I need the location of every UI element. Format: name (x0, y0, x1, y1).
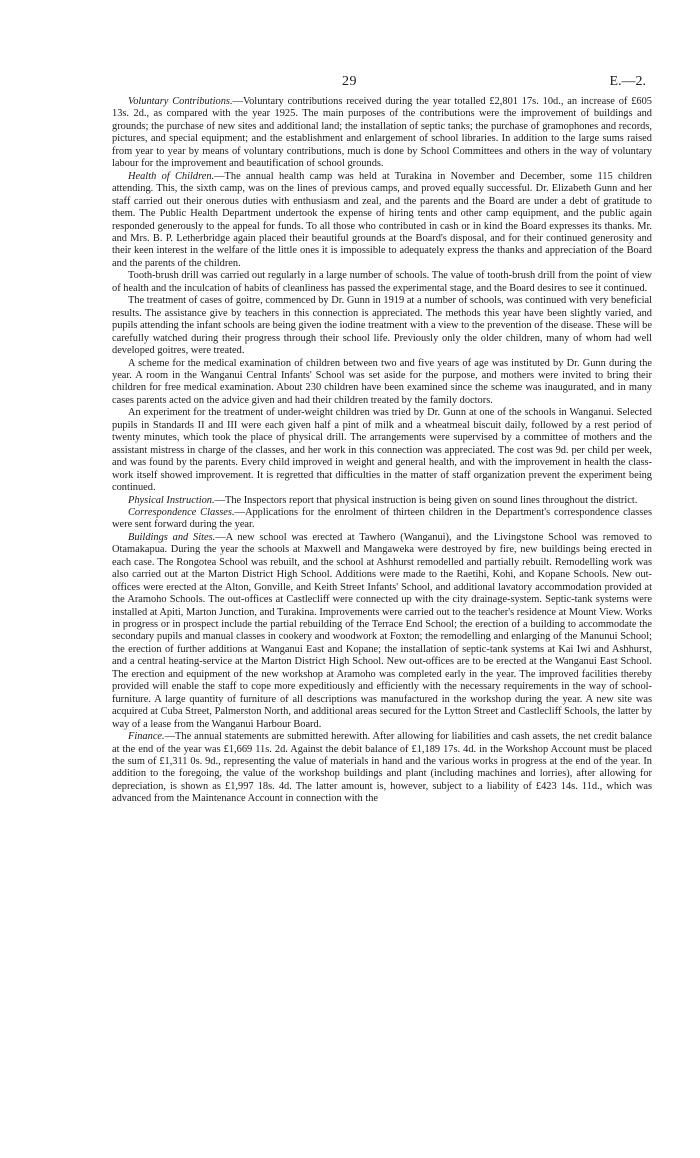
page-number: 29 (342, 74, 357, 89)
paragraph-tooth-brush-drill (112, 270, 652, 295)
paragraph-text: The treatment of cases of goitre, commenced by Dr. Gunn in 1919 at a number of schools, was continued with very beneficial results. The assistance give by teachers in this connection is appreciated. The methods this year have been slightly varied, and pupils attending the infant schools are being given the iodine treatment with a view to the prevention of the disease. These will be carefully watched during their progress through their school life. Previously only the older children, many of whom had well developed goitres, were treated. (112, 295, 652, 357)
paragraph-correspondence-classes (112, 507, 652, 532)
paragraph-buildings-and-sites (112, 532, 652, 731)
paragraph-text: —A new school was erected at Tawhero (Wanganui), and the Livingstone School was removed to Otamakapua. During the year the schools at Maxwell and Mangaweka were destroyed by fire, new buildings being erected in each case. The Rongotea School was rebuilt, and the school at Ashhurst remodelled and partially rebuilt. Remodelling work was also carried out at the Marton District High School. Additions were made to the Raetihi, Kohi, and Kopane Schools. New out-offices were erected at the Alton, Gonville, and Keith Street Infants' School, and additional lavatory accommodation provided at the Aramoho Schools. The out-offices at Castlecliff were connected up with the city drainage-system. Septic-tank systems were installed at Apiti, Marton Junction, and Turakina. Improvements were carried out to the teacher's residence at Mount View. Works in progress or in prospect include the partial rebuilding of the Terrace End School; the erection of a building to accommodate the secondary pupils and manual classes in cookery and woodwork at Foxton; the remodelling and enlarging of the Manunui School; the erection of further additions at Wanganui East and Kopane; the installation of septic-tank systems at Kai Iwi and Ashhurst, and a central heating-service at the Marton District High School. New out-offices are to be erected at the Wanganui East School. The erection and equipment of the new workshop at Aramoho was completed early in the year. The improved facilities thereby provided will enable the staff to cope more expeditiously and efficiently with the necessary requirements in the way of school-furniture. A large quantity of furniture of all descriptions was manufactured in the workshop during the year. A new site was acquired at Cuba Street, Palmerston North, and additional areas secured for the Lytton Street and Castlecliff Schools, the latter by way of a lease from the Wanganui Harbour Board. (112, 531, 652, 730)
paragraph-voluntary-contributions (112, 96, 652, 171)
paragraph-text: —The Inspectors report that physical instruction is being given on sound lines throughout the district. (214, 494, 638, 506)
paragraph-health-of-children (112, 171, 652, 271)
paragraph-text: Tooth-brush drill was carried out regularly in a large number of schools. The value of tooth-brush drill from the point of view of health and the inculcation of habits of cleanliness has passed the experimental stage, and the Board desires to see it continued. (112, 270, 652, 294)
paragraph-heading: Buildings and Sites. (128, 531, 216, 543)
paragraph-text: —Voluntary contributions received during the year totalled £2,801 17s. 10d., an increase of £605 13s. 2d., as compared with the year 1925. The main purposes of the contributions were the improvement of buildings and grounds; the purchase of new sites and additional land; the installation of septic tanks; the purchase of gramophones and records, pictures, and special equipment; and the establishment and enlargement of school libraries. In addition to the large sums raised from year to year by means of voluntary contributions, much is done by School Committees and others in the way of voluntary labour for the improvement and beautification of school grounds. (112, 96, 652, 170)
paragraph-heading: Correspondence Classes. (128, 506, 235, 518)
paragraph-heading: Finance. (128, 731, 165, 743)
paragraph-text: —The annual health camp was held at Turakina in November and December, some 115 children attending. This, the sixth camp, was on the lines of previous camps, and proved equally successful. Dr. Elizabeth Gunn and her staff carried out their onerous duties with enthusiasm and zeal, and the parents and the Board are under a debt of gratitude to them. The Public Health Department undertook the expense of hiring tents and other camp equipment, and the public again responded generously to the appeal for funds. To all those who contributed in cash or in kind the Board expresses its thanks. Mr. and Mrs. B. P. Letherbridge again placed their beautiful grounds at the Board's disposal, and for their continued generosity and their keen interest in the welfare of the little ones it is impossible to adequately express the thanks and appreciation of the Board and the parents of the children. (112, 170, 653, 269)
page-header (112, 0, 652, 96)
paragraph-physical-instruction (112, 495, 652, 507)
paragraph-heading: Voluntary Contributions. (128, 96, 233, 107)
paragraph-text: An experiment for the treatment of under-weight children was tried by Dr. Gunn at one of the schools in Wanganui. Selected pupils in Standards II and III were each given half a pint of milk and a wheatmeal biscuit daily, followed by a rest period of twenty minutes, which took the place of physical drill. The arrangements were supervised by a committee of mothers and the assistant mistress in charge of the classes, and her work in this connection was appreciated. The cost was 9d. per child per week, and was found by the parents. Every child improved in weight and general health, and with the improvement in health the class-work itself showed improvement. It is regretted that difficulties in the matter of staff organization prevent the experiment being continued. (112, 407, 652, 494)
paragraph-text: —Applications for the enrolment of thirteen children in the Department's correspondence classes were sent forward during the year. (112, 506, 652, 531)
paragraph-medical-examination (112, 358, 652, 408)
body-text (112, 96, 652, 806)
paragraph-goitre-treatment (112, 295, 652, 357)
paragraph-text: A scheme for the medical examination of children between two and five years of age was instituted by Dr. Gunn during the year. A room in the Wanganui Central Infants' School was set aside for the purpose, and mothers were invited to bring their children for free medical examination. About 230 children have been examined since the scheme was inaugurated, and in many cases parents acted on the advice given and had their children treated by the family doctors. (112, 357, 652, 406)
paragraph-heading: Physical Instruction. (128, 494, 215, 506)
document-reference: E.—2. (609, 74, 646, 89)
paragraph-text: —The annual statements are submitted herewith. After allowing for liabilities and cash assets, the net credit balance at the end of the year was £1,669 11s. 2d. Against the debit balance of £1,189 17s. 4d. in the Workshop Account must be placed the sum of £1,311 0s. 9d., representing the value of materials in hand and the various works in progress at the end of the year. In addition to the foregoing, the value of the workshop buildings and plant (including machines and lorries), after allowing for depreciation, is shown as £1,997 18s. 4d. The latter amount is, however, subject to a liability of £423 14s. 11d., which was advanced from the Maintenance Account in connection with the (112, 731, 652, 805)
paragraph-under-weight-children (112, 407, 652, 494)
paragraph-heading: Health of Children. (128, 170, 215, 182)
paragraph-finance (112, 731, 652, 806)
